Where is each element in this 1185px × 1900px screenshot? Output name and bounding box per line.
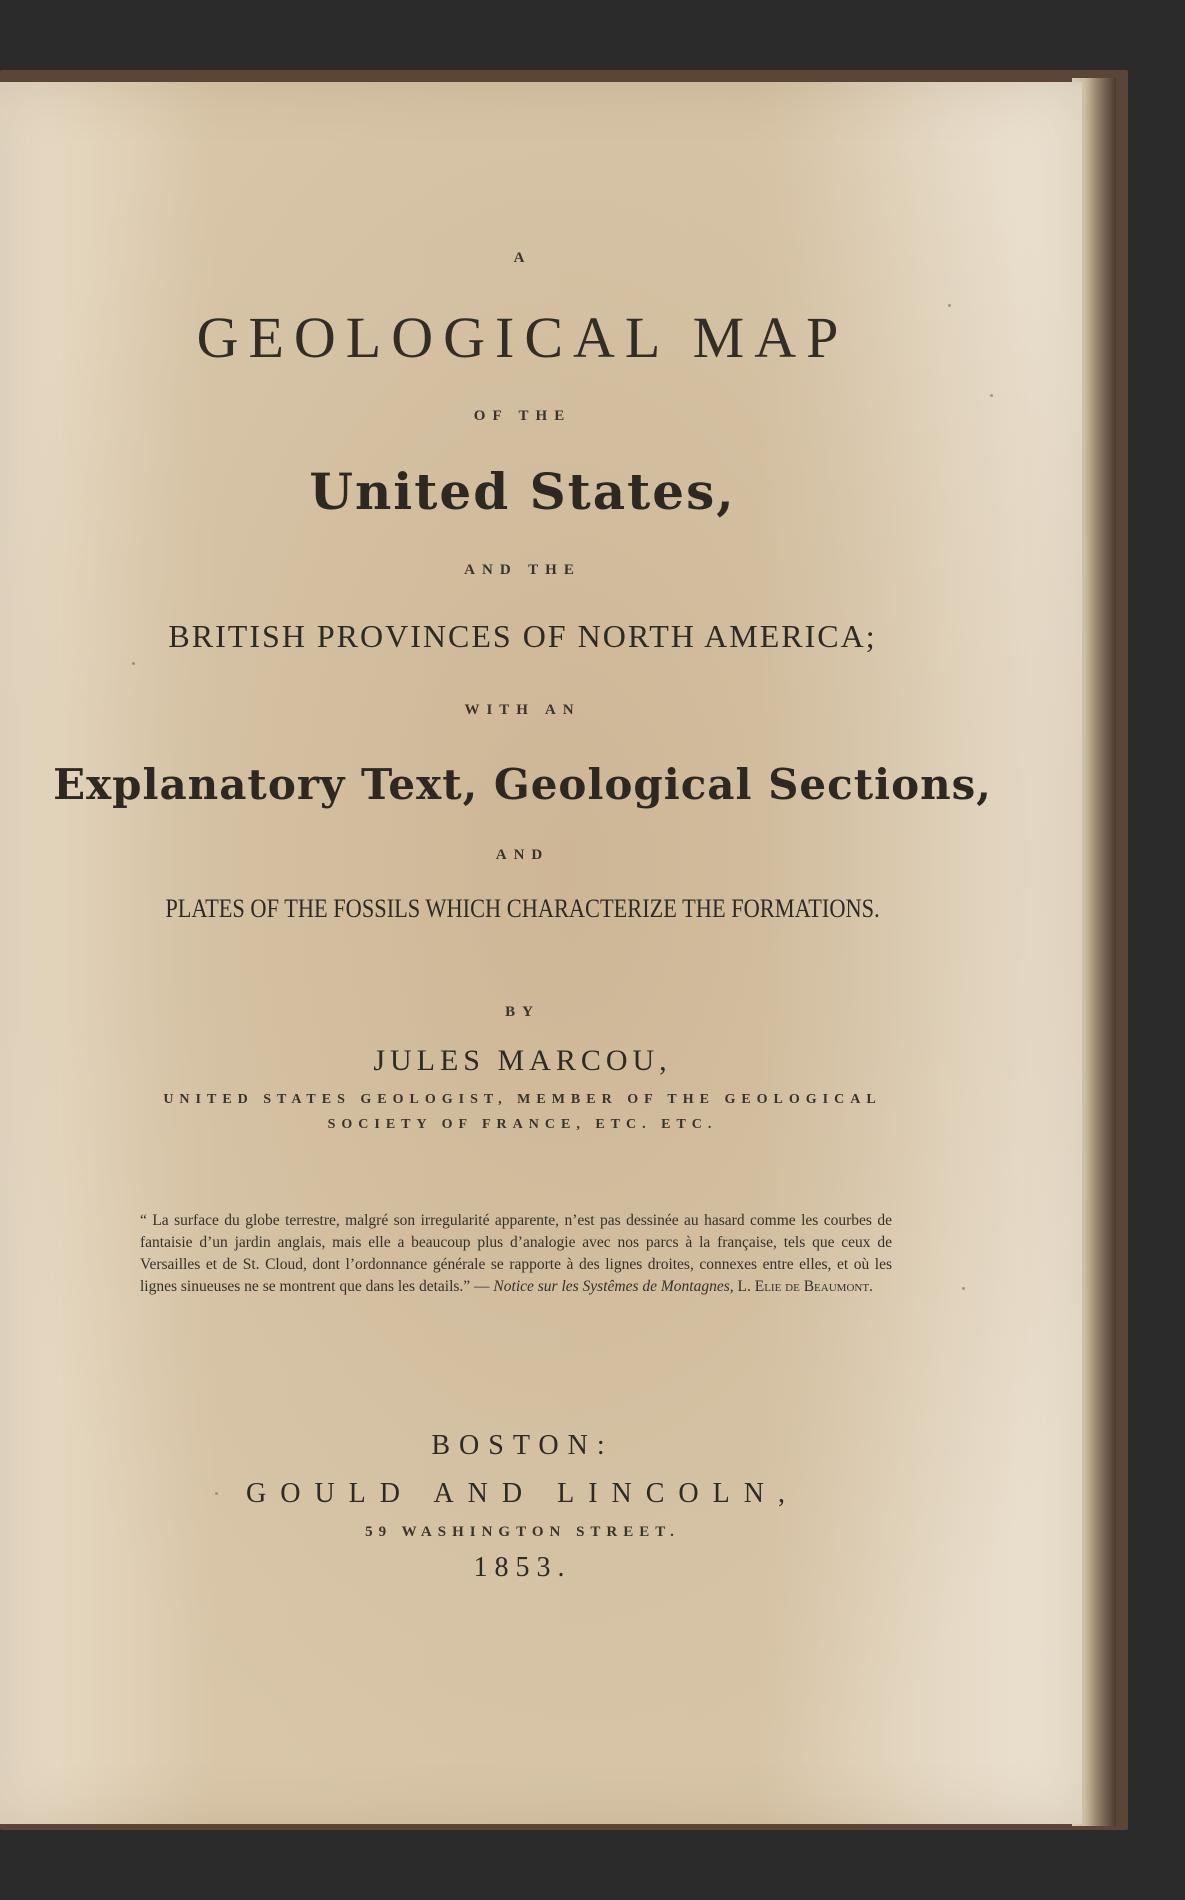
imprint-publisher: GOULD AND LINCOLN, xyxy=(246,1478,799,1509)
plates-heading: PLATES OF THE FOSSILS WHICH CHARACTERIZE THE FORMATIONS. xyxy=(165,894,880,923)
and-label: AND xyxy=(495,847,550,863)
epigraph-source-author: L. Elie de Beaumont. xyxy=(737,1278,873,1295)
epigraph xyxy=(140,1210,892,1298)
imprint-year: 1853. xyxy=(473,1552,572,1583)
imprint-city: BOSTON: xyxy=(431,1430,614,1461)
of-the-label: OF THE xyxy=(473,408,572,424)
main-title: GEOLOGICAL MAP xyxy=(196,305,849,370)
article-a: A xyxy=(513,250,532,266)
affiliation-line-1: UNITED STATES GEOLOGIST, MEMBER OF THE GEOLOGICAL xyxy=(163,1092,882,1107)
united-states-heading: United States, xyxy=(309,462,736,521)
and-the-label: AND THE xyxy=(464,562,581,578)
title-page xyxy=(0,82,1082,1824)
by-label: BY xyxy=(505,1004,540,1020)
paper-speck xyxy=(962,1287,965,1290)
imprint-address: 59 WASHINGTON STREET. xyxy=(365,1524,680,1540)
affiliation-line-2: SOCIETY OF FRANCE, ETC. ETC. xyxy=(327,1117,718,1132)
paper-speck xyxy=(948,304,951,307)
epigraph-source-title: Notice sur les Systêmes de Montagnes, xyxy=(493,1278,734,1295)
paper-speck xyxy=(990,394,993,397)
explanatory-heading: Explanatory Text, Geological Sections, xyxy=(53,760,992,809)
with-an-label: WITH AN xyxy=(464,702,581,718)
paper-speck xyxy=(215,1492,218,1495)
epigraph-text: “ La surface du globe terrestre, malgré son irregularité apparente, n’est pas dessinée au hasard comme les courbes de fantaisie d’un jardin anglais, mais elle a beaucoup plus d’analogie avec nos parcs à la française, tels que ceux de Versailles et de St. Cloud, dont l’ordonnance générale se rapporte à des lignes droites, connexes entre elles, et où les lignes sinueuses ne se montrent que dans les details.” — xyxy=(140,1212,892,1295)
provinces-heading: BRITISH PROVINCES OF NORTH AMERICA; xyxy=(168,618,877,654)
author-name: JULES MARCOU, xyxy=(373,1044,672,1077)
paper-speck xyxy=(132,662,135,665)
